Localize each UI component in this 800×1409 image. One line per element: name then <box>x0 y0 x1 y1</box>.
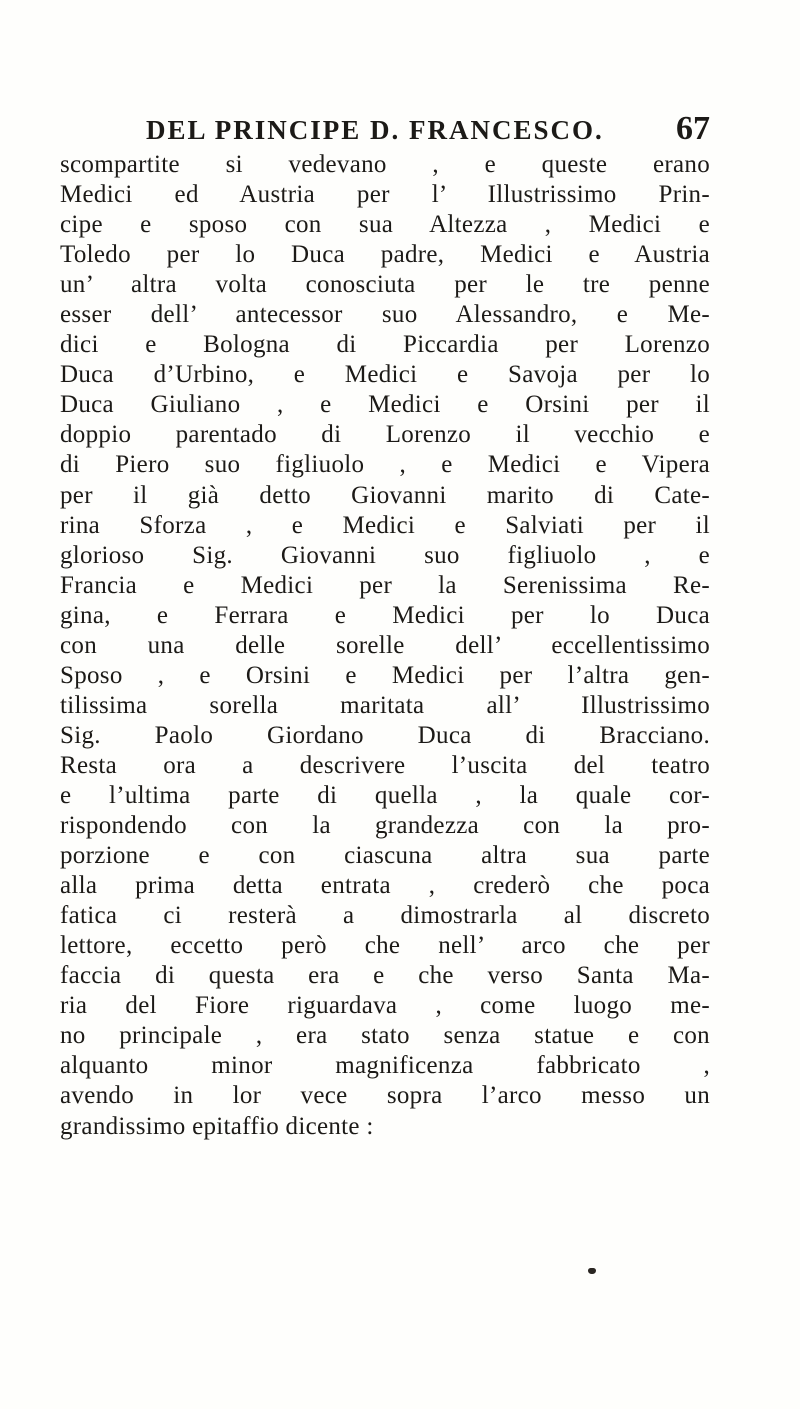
text-line: lettore, eccetto però che nell’ arco che per <box>60 932 710 960</box>
text-line: gina, e Ferrara e Medici per lo Duca <box>60 601 710 629</box>
text-line: Duca d’Urbino, e Medici e Savoja per lo <box>60 361 710 389</box>
text-line: avendo in lor vece sopra l’arco messo un <box>60 1082 710 1110</box>
text-line: alquanto minor magnificenza fabbricato , <box>60 1052 710 1080</box>
text-line-last: grandissimo epitaffio dicente : <box>60 1112 374 1140</box>
text-line: rina Sforza , e Medici e Salviati per il <box>60 511 710 539</box>
text-line: rispondendo con la grandezza con la pro- <box>60 812 710 840</box>
body-text <box>60 150 710 1142</box>
text-line: Francia e Medici per la Serenissima Re- <box>60 571 710 599</box>
text-line: un’ altra volta conosciuta per le tre penne <box>60 271 710 299</box>
text-line: esser dell’ antecessor suo Alessandro, e Me- <box>60 301 710 329</box>
text-line: fatica ci resterà a dimostrarla al discreto <box>60 902 710 930</box>
text-line: Sposo , e Orsini e Medici per l’altra gen- <box>60 661 710 689</box>
text-line: cipe e sposo con sua Altezza , Medici e <box>60 211 710 239</box>
text-line: tilissima sorella maritata all’ Illustrissimo <box>60 691 710 719</box>
text-line: doppio parentado di Lorenzo il vecchio e <box>60 421 710 449</box>
text-line: per il già detto Giovanni marito di Cate- <box>60 481 710 509</box>
text-line: Resta ora a descrivere l’uscita del teatro <box>60 751 710 779</box>
text-line: faccia di questa era e che verso Santa Ma- <box>60 962 710 990</box>
text-line: con una delle sorelle dell’ eccellentissimo <box>60 631 710 659</box>
text-line: glorioso Sig. Giovanni suo figliuolo , e <box>60 541 710 569</box>
text-line: porzione e con ciascuna altra sua parte <box>60 842 710 870</box>
text-line: dici e Bologna di Piccardia per Lorenzo <box>60 331 710 359</box>
text-line: e l’ultima parte di quella , la quale cor- <box>60 781 710 809</box>
running-head <box>60 110 710 150</box>
text-line: scompartite si vedevano , e queste erano <box>60 151 710 178</box>
text-line: Sig. Paolo Giordano Duca di Bracciano. <box>60 721 710 749</box>
text-line: alla prima detta entrata , crederò che poca <box>60 872 710 900</box>
text-line: Toledo per lo Duca padre, Medici e Austria <box>60 241 710 269</box>
text-line: Medici ed Austria per l’ Illustrissimo Prin- <box>60 181 710 209</box>
printer-mark <box>588 1268 596 1274</box>
running-title: DEL PRINCIPE D. FRANCESCO. <box>146 115 604 145</box>
text-line: ria del Fiore riguardava , come luogo me- <box>60 992 710 1020</box>
text-line: no principale , era stato senza statue e con <box>60 1022 710 1050</box>
page-number: 67 <box>676 110 710 147</box>
text-line: di Piero suo figliuolo , e Medici e Vipera <box>60 451 710 479</box>
text-line: Duca Giuliano , e Medici e Orsini per il <box>60 391 710 419</box>
